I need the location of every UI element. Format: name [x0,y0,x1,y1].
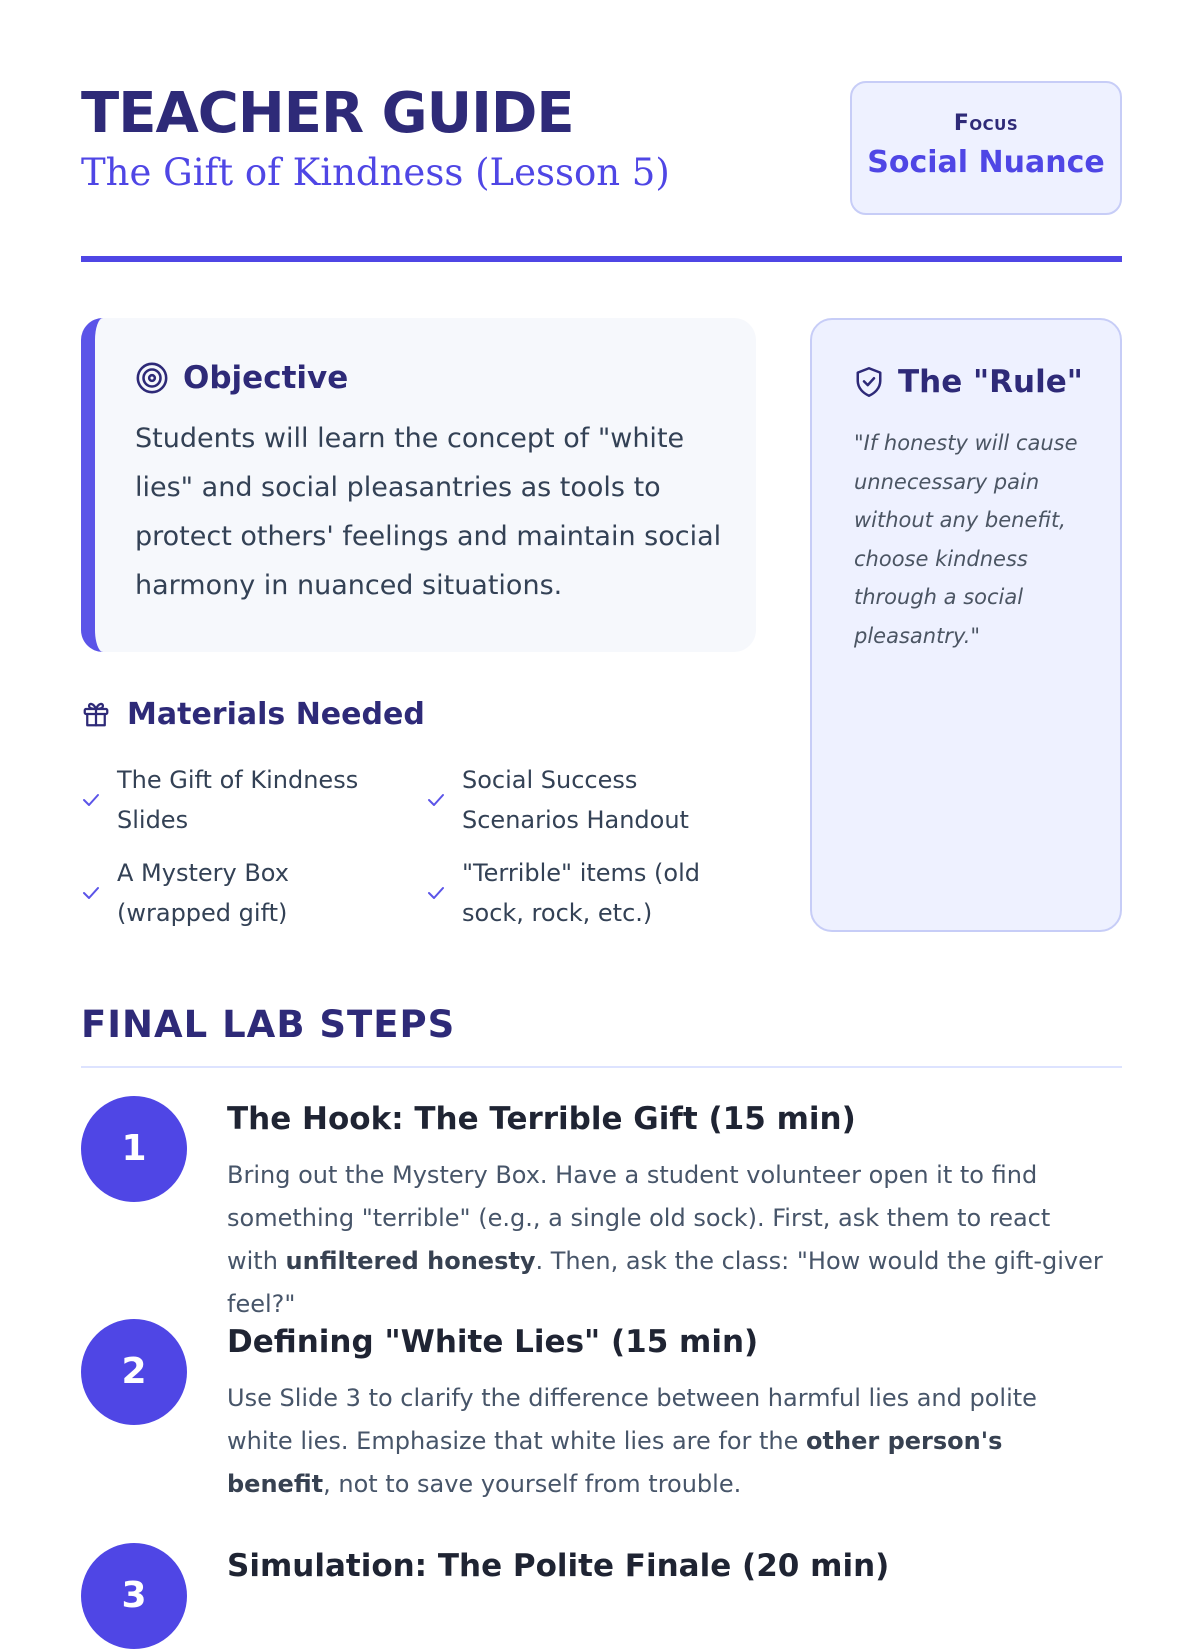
focus-label: Focus [953,111,1019,136]
step-desc-text: , not to save yourself from trouble. [323,1470,742,1498]
step-desc-text: Use Slide 3 to clarify the difference between harmful lies and polite white lies. Emphasize that white lies are for the [227,1384,1037,1455]
step-desc-emphasis: unfiltered honesty [285,1247,536,1275]
step-desc-text: . Then, ask the class: "How would the gift-giver feel?" [227,1247,1103,1318]
step-number-badge: 2 [81,1319,187,1425]
steps-divider [81,1066,1122,1068]
page-title: TEACHER GUIDE [81,81,574,146]
rule-heading-row [854,362,1083,402]
objective-card [81,318,756,652]
objective-heading-row [135,358,348,398]
check-icon [426,885,446,901]
step-number-badge: 3 [81,1543,187,1649]
objective-text: Students will learn the concept of "white lies" and social pleasantries as tools to protect others' feelings and maintain social harmony in nuanced situations. [135,423,722,601]
material-item-label: The Gift of Kindness Slides [117,766,359,834]
step-description [227,1377,1107,1506]
step-title: Defining "White Lies" (15 min) [227,1324,759,1360]
step-desc-text: Bring out the Mystery Box. Have a student volunteer open it to find something "terrible" (e.g., a single old sock). First, ask them to react with [227,1161,1051,1275]
material-item-label: "Terrible" items (old sock, rock, etc.) [462,859,701,927]
materials-heading: Materials Needed [127,696,425,732]
gift-icon [81,698,111,730]
material-item [81,760,391,840]
material-item [426,853,736,933]
teacher-guide-page [81,0,1122,1616]
rule-quote: "If honesty will cause unnecessary pain without any benefit, choose kindness through a social pleasantry." [854,431,1078,648]
lesson-subtitle: The Gift of Kindness (Lesson 5) [81,151,670,194]
check-icon [81,792,101,808]
material-item [426,760,736,840]
check-icon [426,792,446,808]
focus-badge [850,81,1122,215]
step-number-badge: 1 [81,1096,187,1202]
step-desc-emphasis: other person's benefit [227,1427,1003,1498]
step-description [227,1154,1107,1326]
header-divider [81,256,1122,262]
step-title: Simulation: The Polite Finale (20 min) [227,1548,890,1584]
focus-value: Social Nuance [867,145,1105,180]
rule-heading: The "Rule" [898,364,1083,400]
objective-heading: Objective [183,360,349,396]
target-icon [135,361,169,395]
material-item-label: A Mystery Box (wrapped gift) [117,859,289,927]
material-item-label: Social Success Scenarios Handout [462,766,689,834]
header [81,78,1122,218]
material-item [81,853,391,933]
steps-heading: FINAL LAB STEPS [81,1003,456,1046]
rule-card [810,318,1122,932]
step-title: The Hook: The Terrible Gift (15 min) [227,1101,856,1137]
check-icon [81,885,101,901]
materials-heading-row [81,694,425,734]
shield-check-icon [854,365,884,399]
